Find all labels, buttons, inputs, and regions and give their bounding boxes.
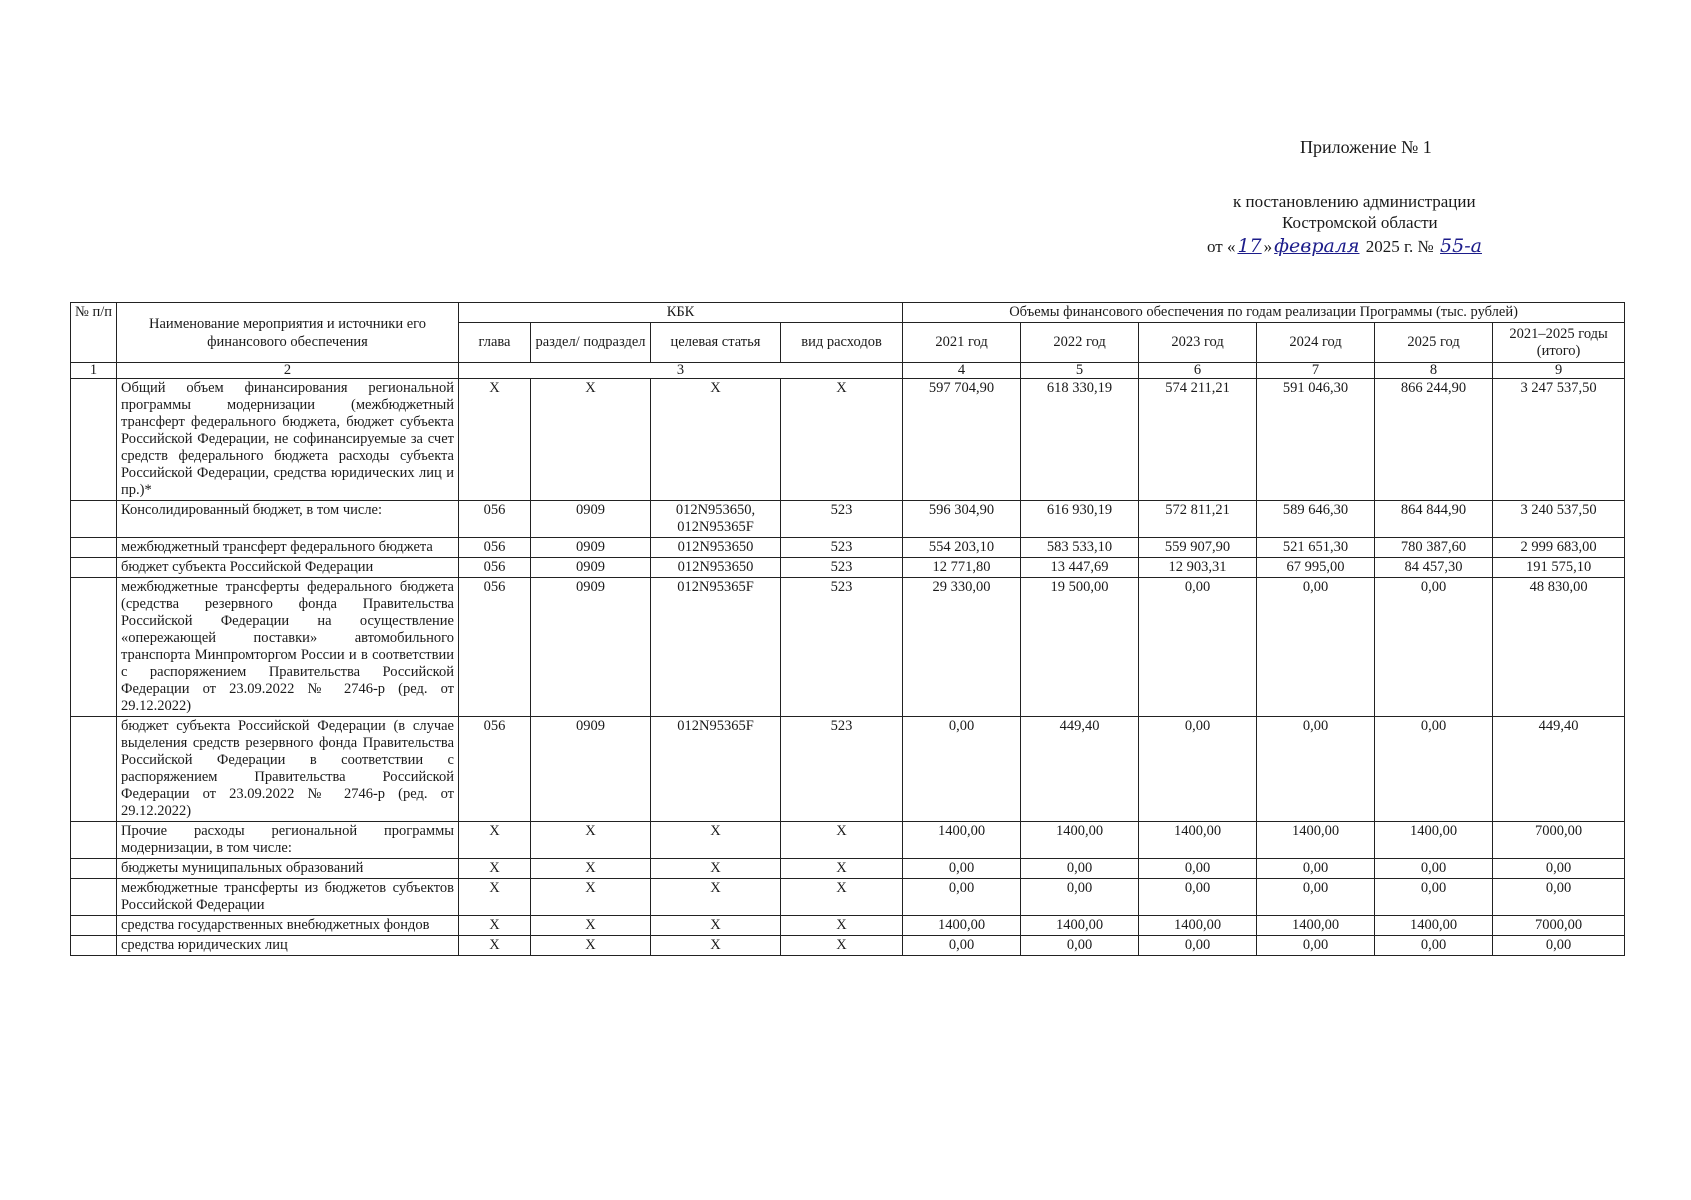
index-cell: 3 (459, 363, 903, 379)
value-2022: 13 447,69 (1021, 558, 1139, 578)
date-prefix: от « (1207, 237, 1236, 256)
value-2025: 866 244,90 (1375, 379, 1493, 501)
value-2024: 1400,00 (1257, 916, 1375, 936)
table-row (71, 538, 1625, 558)
row-name: Прочие расходы региональной программы модернизации, в том числе: (117, 822, 459, 859)
table-row (71, 822, 1625, 859)
kbk-razdel: X (531, 936, 651, 956)
row-name: межбюджетные трансферты из бюджетов субъектов Российской Федерации (117, 879, 459, 916)
value-2023: 0,00 (1139, 936, 1257, 956)
value-2023: 1400,00 (1139, 822, 1257, 859)
kbk-razdel: 0909 (531, 717, 651, 822)
kbk-razdel: X (531, 859, 651, 879)
handwritten-doc-number: 55-а (1440, 235, 1482, 257)
value-2024: 0,00 (1257, 859, 1375, 879)
decree-line-2: Костромской области (1282, 213, 1438, 232)
value-2022: 0,00 (1021, 936, 1139, 956)
row-number (71, 822, 117, 859)
row-name: бюджет субъекта Российской Федерации (117, 558, 459, 578)
value-2025: 864 844,90 (1375, 501, 1493, 538)
value-2024: 589 646,30 (1257, 501, 1375, 538)
value-2021: 12 771,80 (903, 558, 1021, 578)
kbk-vid: X (781, 916, 903, 936)
kbk-vid: X (781, 859, 903, 879)
value-2025: 0,00 (1375, 936, 1493, 956)
header-row-top (71, 303, 1625, 323)
value-2021: 0,00 (903, 859, 1021, 879)
value-2021: 0,00 (903, 936, 1021, 956)
table-row (71, 578, 1625, 717)
value-2024: 1400,00 (1257, 822, 1375, 859)
kbk-razdel: X (531, 379, 651, 501)
kbk-statya: 012N95365F (651, 717, 781, 822)
row-number (71, 916, 117, 936)
index-cell: 5 (1021, 363, 1139, 379)
row-number (71, 538, 117, 558)
value-2022: 0,00 (1021, 859, 1139, 879)
date-mid: » (1263, 237, 1273, 256)
kbk-razdel: 0909 (531, 538, 651, 558)
value-total: 0,00 (1493, 936, 1625, 956)
value-2025: 1400,00 (1375, 916, 1493, 936)
kbk-vid: 523 (781, 717, 903, 822)
row-number (71, 859, 117, 879)
value-2023: 1400,00 (1139, 916, 1257, 936)
value-2024: 0,00 (1257, 879, 1375, 916)
value-total: 7000,00 (1493, 822, 1625, 859)
value-2021: 0,00 (903, 717, 1021, 822)
value-total: 3 247 537,50 (1493, 379, 1625, 501)
value-2025: 84 457,30 (1375, 558, 1493, 578)
row-number (71, 879, 117, 916)
kbk-statya: X (651, 859, 781, 879)
value-2022: 616 930,19 (1021, 501, 1139, 538)
col-header-razdel: раздел/ подраздел (531, 323, 651, 363)
value-2022: 583 533,10 (1021, 538, 1139, 558)
value-2021: 1400,00 (903, 916, 1021, 936)
index-cell: 8 (1375, 363, 1493, 379)
kbk-statya: 012N953650 (651, 538, 781, 558)
row-name: бюджеты муниципальных образований (117, 859, 459, 879)
table-row (71, 916, 1625, 936)
value-2021: 554 203,10 (903, 538, 1021, 558)
kbk-glava: 056 (459, 501, 531, 538)
index-cell: 6 (1139, 363, 1257, 379)
value-2021: 29 330,00 (903, 578, 1021, 717)
value-2025: 0,00 (1375, 859, 1493, 879)
table-row (71, 558, 1625, 578)
kbk-vid: X (781, 822, 903, 859)
row-name: средства государственных внебюджетных фондов (117, 916, 459, 936)
value-2021: 1400,00 (903, 822, 1021, 859)
col-header-2025: 2025 год (1375, 323, 1493, 363)
value-2022: 1400,00 (1021, 916, 1139, 936)
kbk-glava: X (459, 936, 531, 956)
row-name: бюджет субъекта Российской Федерации (в случае выделения средств резервного фонда Правительства Российской Федерации в соответствии с распоряжением Правительства Российской Федерации от 23.09.2022 № 2746-р (ред. от 29.12.2022) (117, 717, 459, 822)
value-2023: 559 907,90 (1139, 538, 1257, 558)
value-2023: 0,00 (1139, 879, 1257, 916)
kbk-statya: X (651, 379, 781, 501)
financing-table (70, 302, 1625, 956)
table-row (71, 717, 1625, 822)
value-total: 3 240 537,50 (1493, 501, 1625, 538)
kbk-statya: 012N953650, 012N95365F (651, 501, 781, 538)
kbk-razdel: 0909 (531, 578, 651, 717)
value-2023: 0,00 (1139, 717, 1257, 822)
col-header-name: Наименование мероприятия и источники его финансового обеспечения (117, 303, 459, 363)
row-number (71, 578, 117, 717)
date-suffix: 2025 г. № (1361, 237, 1439, 256)
kbk-glava: X (459, 916, 531, 936)
table-row (71, 859, 1625, 879)
kbk-glava: 056 (459, 558, 531, 578)
col-header-2023: 2023 год (1139, 323, 1257, 363)
kbk-glava: X (459, 379, 531, 501)
handwritten-day: 17 (1237, 235, 1262, 257)
kbk-razdel: X (531, 879, 651, 916)
row-name: межбюджетные трансферты федерального бюджета (средства резервного фонда Правительства Российской Федерации на осуществление «опережающей поставки» автомобильного транспорта Минпромторгом России и в соответствии с распоряжением Правительства Российской Федерации от 23.09.2022 № 2746-р (ред. от 29.12.2022) (117, 578, 459, 717)
kbk-statya: 012N953650 (651, 558, 781, 578)
value-total: 48 830,00 (1493, 578, 1625, 717)
col-header-2022: 2022 год (1021, 323, 1139, 363)
kbk-glava: X (459, 879, 531, 916)
value-2025: 1400,00 (1375, 822, 1493, 859)
row-number (71, 936, 117, 956)
value-2021: 596 304,90 (903, 501, 1021, 538)
col-header-kbk: КБК (459, 303, 903, 323)
column-index-row (71, 363, 1625, 379)
col-header-volumes: Объемы финансового обеспечения по годам реализации Программы (тыс. рублей) (903, 303, 1625, 323)
kbk-razdel: 0909 (531, 501, 651, 538)
value-2022: 0,00 (1021, 879, 1139, 916)
value-2021: 0,00 (903, 879, 1021, 916)
table-row (71, 501, 1625, 538)
col-header-2021: 2021 год (903, 323, 1021, 363)
row-number (71, 558, 117, 578)
value-2024: 0,00 (1257, 578, 1375, 717)
handwritten-month: февраля (1274, 235, 1360, 257)
kbk-razdel: X (531, 822, 651, 859)
index-cell: 4 (903, 363, 1021, 379)
value-2022: 19 500,00 (1021, 578, 1139, 717)
col-header-statya: целевая статья (651, 323, 781, 363)
kbk-vid: 523 (781, 501, 903, 538)
value-2025: 780 387,60 (1375, 538, 1493, 558)
decree-date-line (1207, 235, 1484, 257)
kbk-razdel: X (531, 916, 651, 936)
table-row (71, 936, 1625, 956)
kbk-vid: X (781, 379, 903, 501)
value-2024: 0,00 (1257, 936, 1375, 956)
value-2025: 0,00 (1375, 879, 1493, 916)
value-total: 2 999 683,00 (1493, 538, 1625, 558)
value-2024: 67 995,00 (1257, 558, 1375, 578)
value-total: 449,40 (1493, 717, 1625, 822)
value-total: 0,00 (1493, 859, 1625, 879)
value-2023: 574 211,21 (1139, 379, 1257, 501)
appendix-title: Приложение № 1 (1300, 137, 1432, 157)
value-total: 0,00 (1493, 879, 1625, 916)
kbk-statya: X (651, 916, 781, 936)
row-name: Консолидированный бюджет, в том числе: (117, 501, 459, 538)
value-2024: 521 651,30 (1257, 538, 1375, 558)
value-2022: 618 330,19 (1021, 379, 1139, 501)
kbk-vid: 523 (781, 538, 903, 558)
kbk-vid: 523 (781, 558, 903, 578)
row-name: средства юридических лиц (117, 936, 459, 956)
kbk-glava: X (459, 822, 531, 859)
row-name: Общий объем финансирования региональной программы модернизации (межбюджетный трансферт федерального бюджета, бюджет субъекта Российской Федерации, не софинансируемые за счет средств федерального бюджета расходы субъекта Российской Федерации, средства юридических лиц и пр.)* (117, 379, 459, 501)
row-number (71, 501, 117, 538)
kbk-vid: 523 (781, 578, 903, 717)
value-2022: 1400,00 (1021, 822, 1139, 859)
value-total: 7000,00 (1493, 916, 1625, 936)
row-name: межбюджетный трансферт федерального бюджета (117, 538, 459, 558)
kbk-glava: 056 (459, 717, 531, 822)
index-cell: 1 (71, 363, 117, 379)
value-2023: 572 811,21 (1139, 501, 1257, 538)
col-header-2024: 2024 год (1257, 323, 1375, 363)
kbk-glava: X (459, 859, 531, 879)
value-2025: 0,00 (1375, 578, 1493, 717)
value-2022: 449,40 (1021, 717, 1139, 822)
value-2024: 591 046,30 (1257, 379, 1375, 501)
col-header-no: № п/п (71, 303, 117, 363)
row-number (71, 379, 117, 501)
kbk-vid: X (781, 879, 903, 916)
col-header-vid: вид расходов (781, 323, 903, 363)
table-row (71, 379, 1625, 501)
decree-line-1: к постановлению администрации (1233, 192, 1476, 211)
index-cell: 9 (1493, 363, 1625, 379)
kbk-razdel: 0909 (531, 558, 651, 578)
kbk-statya: X (651, 822, 781, 859)
index-cell: 2 (117, 363, 459, 379)
value-total: 191 575,10 (1493, 558, 1625, 578)
value-2023: 0,00 (1139, 859, 1257, 879)
value-2025: 0,00 (1375, 717, 1493, 822)
row-number (71, 717, 117, 822)
kbk-statya: X (651, 879, 781, 916)
kbk-glava: 056 (459, 578, 531, 717)
col-header-glava: глава (459, 323, 531, 363)
index-cell: 7 (1257, 363, 1375, 379)
value-2021: 597 704,90 (903, 379, 1021, 501)
kbk-glava: 056 (459, 538, 531, 558)
kbk-statya: 012N95365F (651, 578, 781, 717)
table-row (71, 879, 1625, 916)
value-2023: 0,00 (1139, 578, 1257, 717)
value-2024: 0,00 (1257, 717, 1375, 822)
kbk-vid: X (781, 936, 903, 956)
col-header-total: 2021–2025 годы (итого) (1493, 323, 1625, 363)
kbk-statya: X (651, 936, 781, 956)
value-2023: 12 903,31 (1139, 558, 1257, 578)
